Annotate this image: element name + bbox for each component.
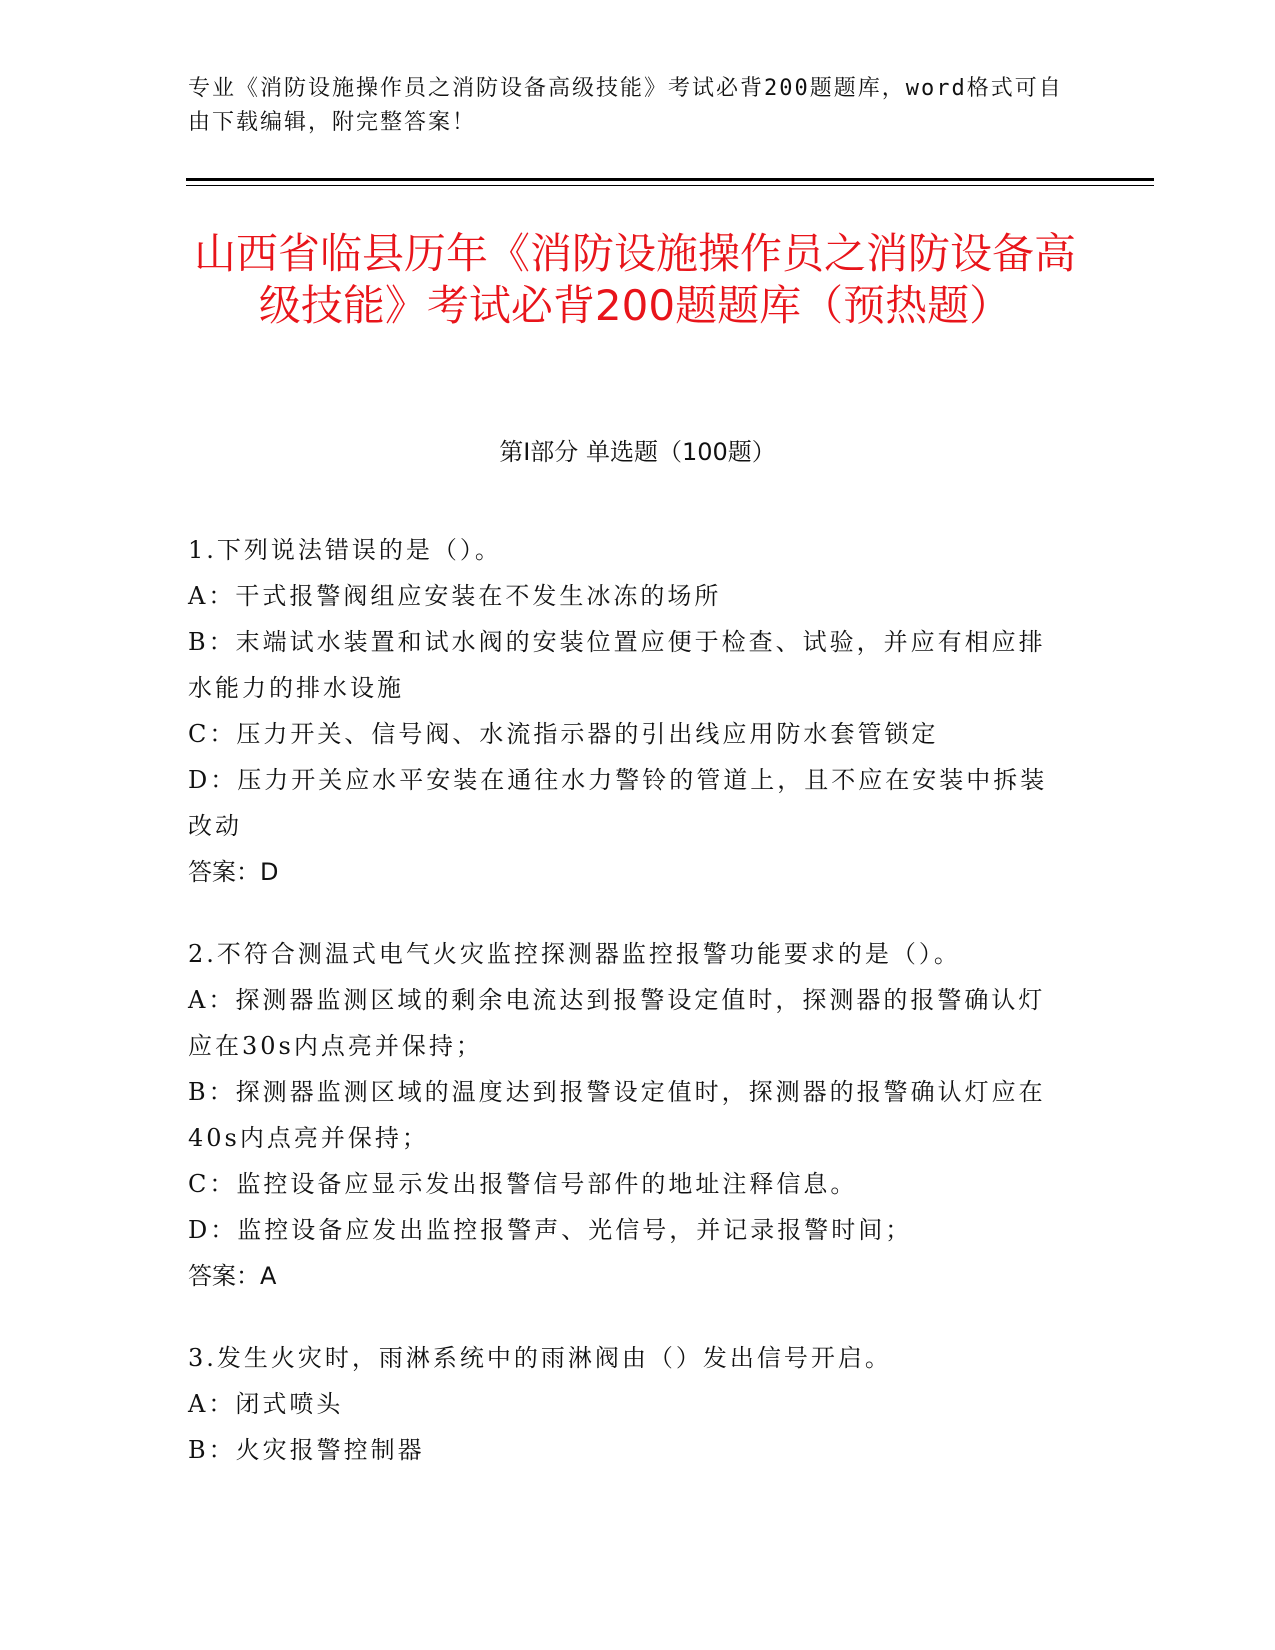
question-stem: 2.不符合测温式电气火灾监控探测器监控报警功能要求的是（）。 [188, 940, 961, 968]
option-c: C：压力开关、信号阀、水流指示器的引出线应用防水套管锁定 [188, 720, 939, 748]
header-rule-thick [186, 178, 1154, 181]
header-rule-thin [186, 185, 1154, 186]
document-title: 山西省临县历年《消防设施操作员之消防设备高级技能》考试必背200题题库（预热题） [193, 229, 1076, 330]
option-c: C：监控设备应显示发出报警信号部件的地址注释信息。 [188, 1170, 858, 1198]
section-heading: 第I部分 单选题（100题） [499, 438, 776, 466]
question-3 [188, 1335, 1068, 1473]
option-b: B：火灾报警控制器 [188, 1436, 425, 1464]
option-a: A：干式报警阀组应安装在不发生冰冻的场所 [188, 582, 722, 610]
option-a: A：探测器监测区域的剩余电流达到报警设定值时，探测器的报警确认灯应在30s内点亮并保持； [188, 986, 1046, 1060]
header-note: 专业《消防设施操作员之消防设备高级技能》考试必背200题题库，word格式可自由下载编辑，附完整答案！ [188, 76, 1063, 135]
option-b: B：末端试水装置和试水阀的安装位置应便于检查、试验，并应有相应排水能力的排水设施 [188, 628, 1046, 702]
question-stem: 3.发生火灾时，雨淋系统中的雨淋阀由（）发出信号开启。 [188, 1344, 892, 1372]
question-1 [188, 527, 1068, 895]
question-2 [188, 931, 1068, 1299]
question-list [188, 527, 1068, 1509]
answer: 答案：A [188, 1262, 277, 1290]
question-stem: 1.下列说法错误的是（）。 [188, 536, 502, 564]
answer: 答案：D [188, 858, 279, 886]
option-b: B：探测器监测区域的温度达到报警设定值时，探测器的报警确认灯应在40s内点亮并保持； [188, 1078, 1046, 1152]
option-d: D：压力开关应水平安装在通往水力警铃的管道上，且不应在安装中拆装改动 [188, 766, 1048, 840]
option-d: D：监控设备应发出监控报警声、光信号，并记录报警时间； [188, 1216, 913, 1244]
option-a: A：闭式喷头 [188, 1390, 344, 1418]
